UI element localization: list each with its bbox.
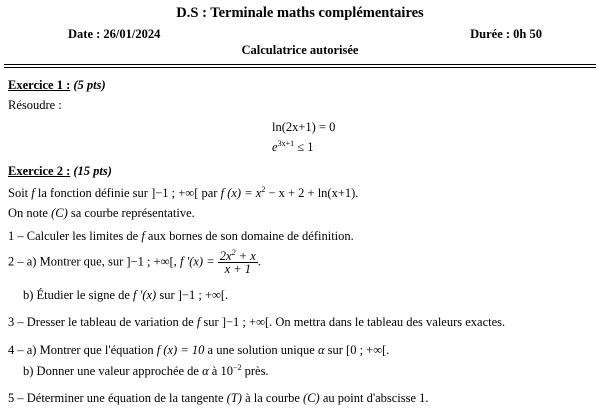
document-title: D.S : Terminale maths complémentaires bbox=[176, 5, 424, 21]
exercise-2-title: Exercice 2 : bbox=[8, 164, 71, 178]
q4a-interval: [0 ; +∞[. bbox=[346, 343, 390, 357]
exercise-1-heading bbox=[8, 78, 106, 93]
q4b-text-a: b) Donner une valeur approchée de bbox=[23, 364, 199, 378]
q1-text-b: aux bornes de son domaine de définition. bbox=[147, 229, 354, 243]
curve-name-q5: (C) bbox=[303, 391, 320, 405]
question-3 bbox=[8, 315, 505, 330]
question-2b bbox=[23, 288, 228, 303]
q5-text-d: au point d'abscisse 1. bbox=[322, 391, 429, 405]
q4b-text-c: près. bbox=[244, 364, 269, 378]
q3-interval: ]−1 ; +∞[ bbox=[221, 315, 270, 329]
exercise-1-title: Exercice 1 : bbox=[8, 78, 71, 92]
q4a-text-a: 4 – a) Montrer que l'équation bbox=[8, 343, 154, 357]
fraction-numerator: $2x^2 + x$ bbox=[219, 248, 256, 263]
exercise-1-points: (5 pts) bbox=[73, 78, 106, 92]
fraction-denominator: x + 1 bbox=[224, 262, 252, 276]
question-5 bbox=[8, 391, 429, 406]
function-definition bbox=[8, 186, 358, 201]
function-expression-b: − x + 2 + ln(x+1). bbox=[265, 186, 359, 200]
equation-ln: ln(2x+1) = 0 bbox=[272, 120, 336, 134]
q2b-text-a: b) Étudier le signe de bbox=[23, 288, 130, 302]
note-text-a: On note bbox=[8, 206, 48, 220]
date-label: Date : 26/01/2024 bbox=[68, 27, 161, 41]
function-expression-sup: 2 bbox=[261, 185, 266, 194]
exp-exponent: 3x+1 bbox=[277, 139, 295, 148]
function-expression-a: f (x) = x bbox=[220, 186, 262, 200]
q4b-exponent: −2 bbox=[232, 363, 242, 372]
top-divider-double bbox=[4, 67, 596, 68]
q4a-text-b: a une solution unique bbox=[207, 343, 315, 357]
q4b-alpha: α bbox=[202, 364, 209, 378]
q2a-end: . bbox=[257, 254, 261, 269]
q4a-alpha: α bbox=[317, 343, 325, 357]
q3-text-b: sur bbox=[203, 315, 219, 329]
curve-name: (C) bbox=[51, 206, 68, 220]
q4a-equation: f (x) = 10 bbox=[156, 343, 205, 357]
duration-label: Durée : 0h 50 bbox=[470, 27, 542, 41]
domain-interval: ]−1 ; +∞[ bbox=[151, 186, 199, 200]
q3-text-c: . On mettra dans le tableau des valeurs exactes. bbox=[269, 315, 506, 329]
q2b-interval: ]−1 ; +∞[. bbox=[177, 288, 229, 302]
q2a-text: 2 – a) Montrer que, sur bbox=[8, 254, 124, 269]
q4b-text-b: à 10 bbox=[211, 364, 233, 378]
exercise-2-points: (15 pts) bbox=[73, 164, 112, 178]
tangent-name: (T) bbox=[226, 391, 242, 405]
q3-text-a: 3 – Dresser le tableau de variation de bbox=[8, 315, 194, 329]
q5-text-b: à la courbe bbox=[245, 391, 300, 405]
q5-text-a: 5 – Déterminer une équation de la tangente bbox=[8, 391, 224, 405]
curve-note bbox=[8, 206, 195, 221]
q1-text-a: 1 – Calculer les limites de bbox=[8, 229, 139, 243]
intro-f: f bbox=[31, 186, 35, 200]
intro-text-c: par bbox=[201, 186, 218, 200]
question-2a bbox=[8, 250, 261, 275]
q4a-text-c: sur bbox=[327, 343, 343, 357]
intro-text-a: Soit bbox=[8, 186, 29, 200]
q2b-text-b: sur bbox=[159, 288, 175, 302]
intro-text-b: la fonction définie sur bbox=[37, 186, 148, 200]
question-4b bbox=[23, 364, 269, 379]
q2a-interval: ]−1 ; +∞[ bbox=[126, 254, 174, 269]
note-text-b: sa courbe représentative. bbox=[70, 206, 195, 220]
exercise-1-instruction: Résoudre : bbox=[8, 98, 62, 112]
inequation-exp bbox=[272, 140, 313, 155]
question-4a bbox=[8, 343, 389, 358]
exp-rhs: ≤ 1 bbox=[297, 140, 314, 154]
exp-base: e bbox=[272, 140, 278, 154]
exercise-2-heading bbox=[8, 164, 112, 179]
top-divider bbox=[4, 64, 596, 65]
q2a-fprime: , f '(x) = bbox=[173, 254, 215, 269]
derivative-fraction bbox=[218, 250, 258, 275]
q1-f: f bbox=[141, 229, 145, 243]
q3-f: f bbox=[196, 315, 201, 329]
question-1 bbox=[8, 229, 354, 244]
calculator-note: Calculatrice autorisée bbox=[241, 43, 359, 57]
q2b-fprime: f '(x) bbox=[133, 288, 157, 302]
